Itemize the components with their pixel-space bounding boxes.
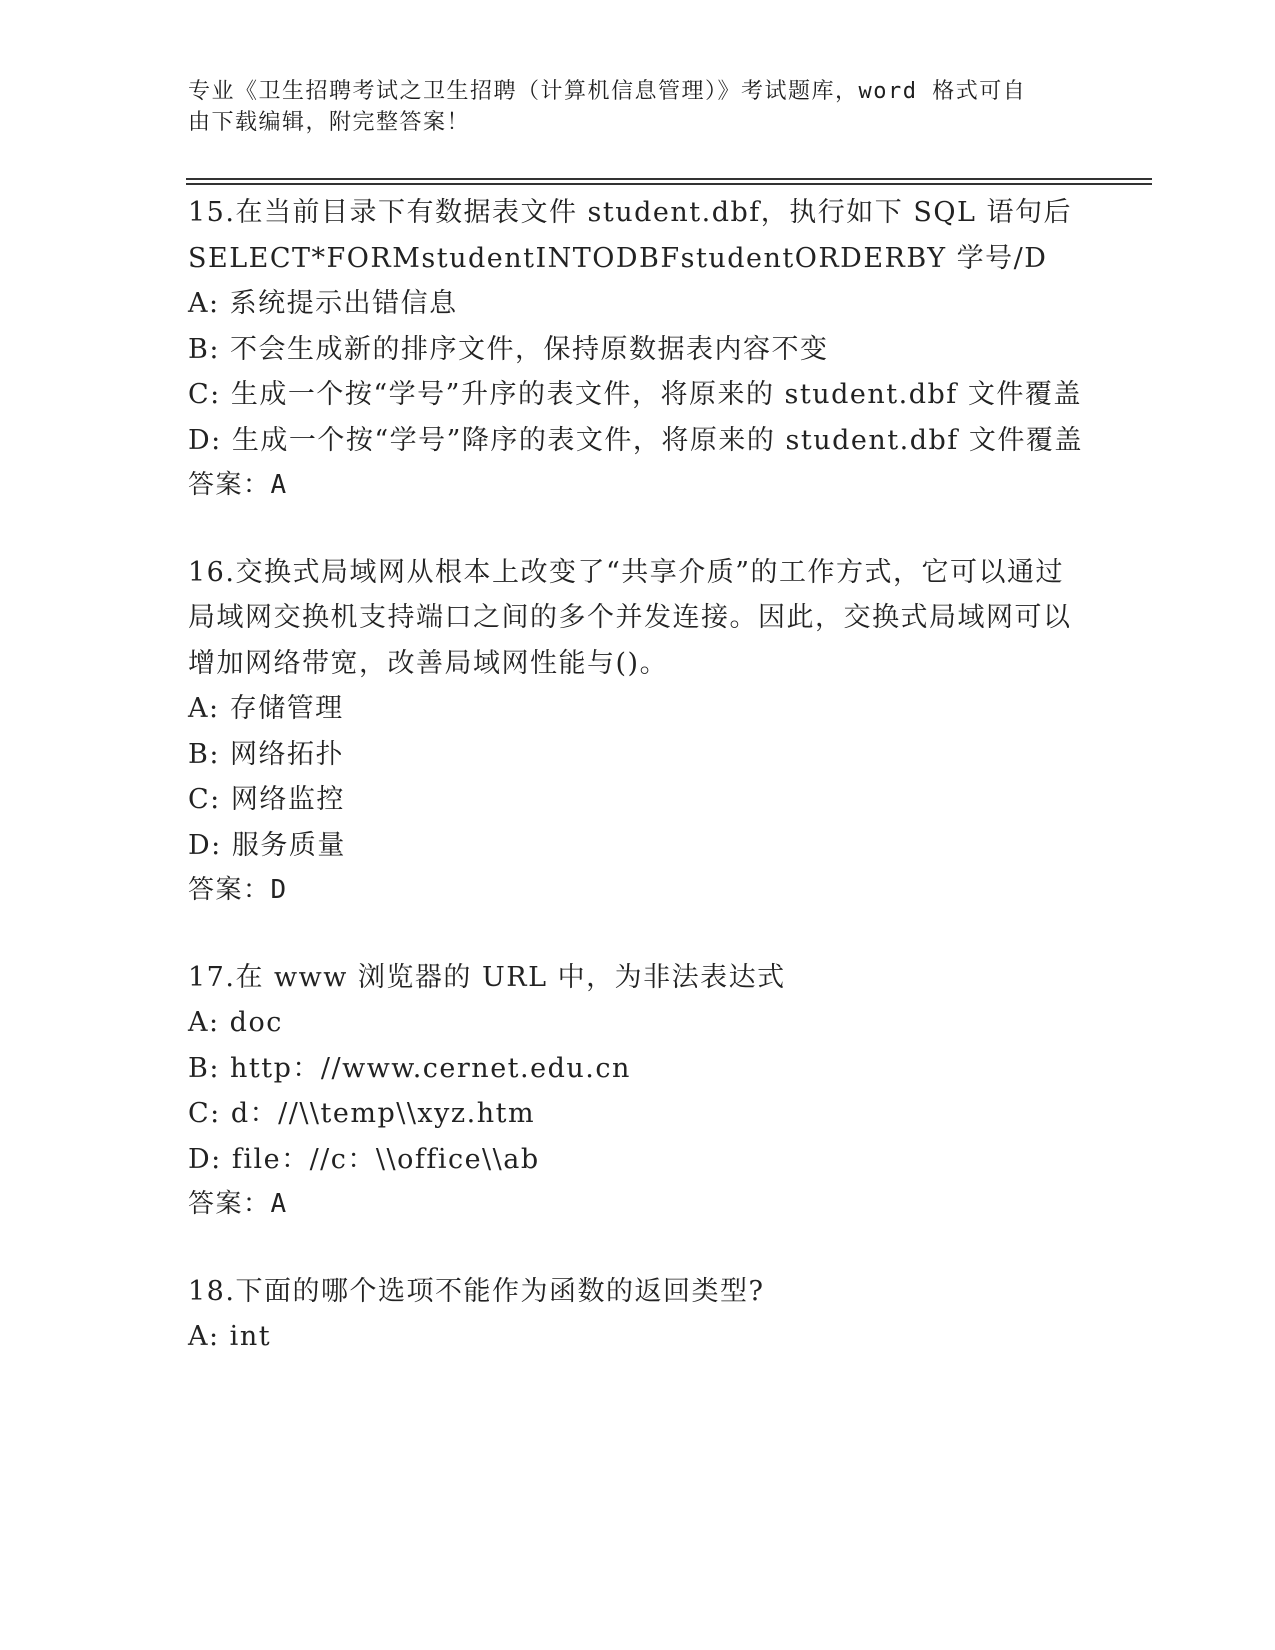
question-stem: 16.交换式局域网从根本上改变了“共享介质”的工作方式，它可以通过局域网交换机支持端口之间的多个并发连接。因此，交换式局域网可以增加网络带宽，改善局域网性能与()。 [188,556,1072,679]
option-a: A: 存储管理 [188,693,344,724]
answer: 答案：A [188,1189,288,1219]
option-b: B: http：//www.cernet.edu.cn [188,1052,631,1084]
header-divider-top [186,178,1152,180]
answer: 答案：A [188,470,288,500]
option-c: C: d：//\\temp\\xyz.htm [188,1098,536,1129]
document-header [188,76,1068,138]
option-b: B: 不会生成新的排序文件，保持原数据表内容不变 [188,333,829,365]
question-stem: 15.在当前目录下有数据表文件 student.dbf，执行如下 SQL 语句后 [188,197,1072,228]
question-stem-continued: SELECT*FORMstudentINTODBFstudentORDERBY 学号/D [188,242,1048,274]
question-stem: 17.在 www 浏览器的 URL 中，为非法表达式 [188,961,786,993]
option-d: D: 生成一个按“学号”降序的表文件，将原来的 student.dbf 文件覆盖 [188,424,1083,456]
option-c: C: 网络监控 [188,784,345,815]
header-line-1: 专业《卫生招聘考试之卫生招聘（计算机信息管理）》考试题库，word 格式可自 [188,79,1027,104]
option-a: A: int [188,1321,272,1352]
header-line-2: 由下载编辑，附完整答案！ [188,110,471,135]
option-d: D: file：//c：\\office\\ab [188,1143,540,1175]
option-b: B: 网络拓扑 [188,738,345,770]
question-17 [188,955,1088,1228]
header-divider-bottom [186,183,1152,185]
option-a: A: 系统提示出错信息 [188,288,458,319]
question-stem: 18.下面的哪个选项不能作为函数的返回类型? [188,1275,765,1307]
question-list [188,190,1088,1401]
option-a: A: doc [188,1007,283,1038]
option-d: D: 服务质量 [188,829,346,861]
question-18 [188,1269,1088,1360]
answer: 答案：D [188,875,288,905]
option-c: C: 生成一个按“学号”升序的表文件，将原来的 student.dbf 文件覆盖 [188,379,1082,410]
question-16 [188,550,1088,914]
question-15 [188,190,1088,509]
